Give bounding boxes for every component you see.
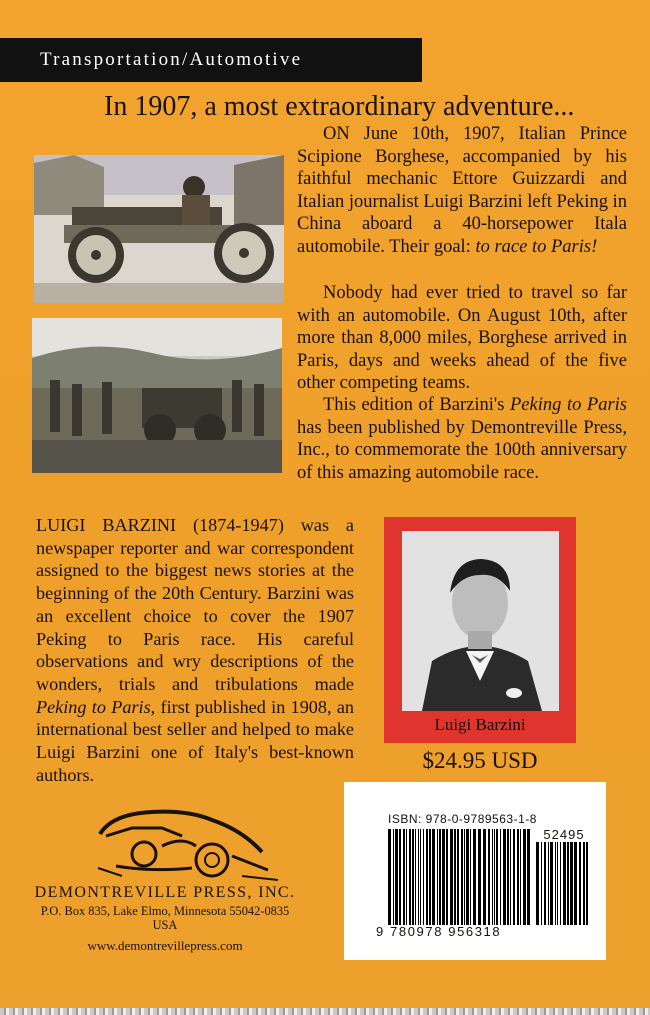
photo-car-mud (32, 318, 282, 473)
publisher-name: DEMONTREVILLE PRESS, INC. (34, 884, 296, 901)
publisher-logo (92, 806, 282, 886)
category-banner: Transportation/Automotive (0, 38, 422, 82)
publisher-url[interactable]: www.demontrevillepress.com (87, 938, 243, 953)
intro-paragraph-2: Nobody had ever tried to travel so far with an automobile. On August 10th, after more than 8,000 miles, Borghese arrived in Paris, days and weeks ahead of the five other competing teams. (297, 283, 627, 394)
isbn-text: ISBN: 978-0-9789563-1-8 (388, 812, 537, 826)
price: $24.95 USD (422, 748, 538, 773)
author-bio: LUIGI BARZINI (1874-1947) was a newspaper reporter and war correspondent assigned to the biggest news stories at the beginning of the 20th Century. Barzini was an excellent choice to cover the 1907 Peking to Paris race. His careful observations and wry descriptions of the wonders, trials and tribulations made Peking to Paris, first published in 1908, an international best seller and helped to make Luigi Barzini one of Italy's best-known authors. (36, 515, 354, 785)
intro-paragraph-1: ON June 10th, 1907, Italian Prince Scipione Borghese, accompanied by his faithful mechanic Ettore Guizzardi and Italian journalist Luigi Barzini left Peking in China aboard a 40-horsepower Itala automobile. Their goal: to race to Paris! (297, 124, 627, 257)
barcode-panel (344, 782, 606, 960)
author-portrait (402, 531, 559, 711)
publisher-address: P.O. Box 835, Lake Elmo, Minnesota 55042-0835 (40, 904, 290, 918)
portrait-caption: Luigi Barzini (434, 715, 526, 734)
intro-paragraph-3: This edition of Barzini's Peking to Paris has been published by Demontreville Press, Inc., to commemorate the 100th anniversary of this amazing automobile race. (297, 395, 628, 483)
headline: In 1907, a most extraordinary adventure... (104, 91, 575, 122)
publisher-country: USA (152, 918, 178, 932)
addon-barcode (536, 842, 590, 925)
ean-barcode (388, 829, 530, 925)
photo-car-driver (34, 155, 284, 303)
price-addon-digits: 52495 (543, 827, 585, 842)
scan-edge-strip (0, 1008, 650, 1015)
ean-digits: 9 780978 956318 (376, 924, 502, 939)
